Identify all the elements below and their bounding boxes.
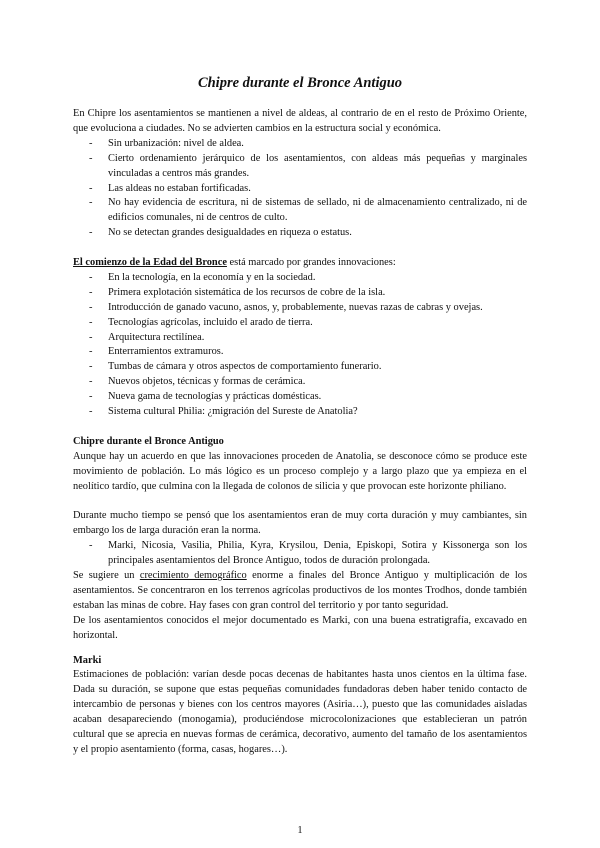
- list-item-text: No se detectan grandes desigualdades en riqueza o estatus.: [108, 227, 352, 239]
- p3-pre-text: Se sugiere un: [73, 570, 140, 582]
- section-paragraph-1: Aunque hay un acuerdo en que las innovaciones proceden de Anatolia, se desconoce cómo se produce este movimiento de población. Lo más lógico es un proceso complejo y a largo plazo que ya empieza en el neolítico tardío, que culmina con la llegada de colonos de silicia y que provocan este horizonte philiano.: [73, 450, 527, 492]
- dash-bullet: -: [89, 152, 93, 164]
- list-item: [73, 390, 527, 405]
- list-item: [73, 331, 527, 346]
- list-item: [73, 137, 527, 152]
- dash-bullet: -: [89, 376, 93, 388]
- list-item: [73, 345, 527, 360]
- list-item-text: En la tecnología, en la economía y en la sociedad.: [108, 271, 316, 283]
- settlements-list: [73, 539, 527, 569]
- list-item: [73, 301, 527, 316]
- list-item-text: Sin urbanización: nivel de aldea.: [108, 137, 244, 149]
- list-item: [73, 360, 527, 375]
- page-number: 1: [297, 825, 303, 836]
- list-item: [73, 375, 527, 390]
- list-item-text: Marki, Nicosia, Vasilia, Philia, Kyra, Krysilou, Denia, Episkopi, Sotira y Kissonerga son los principales asentamientos del Bronce Antiguo, todos de duración prolongada.: [108, 540, 527, 567]
- list-item-text: Nuevos objetos, técnicas y formas de cerámica.: [108, 376, 306, 388]
- comienzo-text: está marcado por grandes innovaciones:: [226, 257, 396, 269]
- section-paragraph-3: [73, 569, 527, 614]
- list-item-text: No hay evidencia de escritura, ni de sistemas de sellado, ni de almacenamiento centralizado, ni de edificios comunales, ni de centros de culto.: [108, 197, 527, 224]
- p3-post-text: enorme a finales del Bronce Antiguo y multiplicación de los asentamientos. Se concentraron en los terrenos agrícolas productivos de los montes Trodhos, donde también estaban las minas de cobre. Hay fases con gran control del territorio y por tanto seguridad.: [73, 570, 527, 611]
- dash-bullet: -: [89, 301, 93, 313]
- intro-paragraph: En Chipre los asentamientos se mantienen a nivel de aldeas, al contrario de en el resto de Próximo Oriente, que evoluciona a ciudades. No se advierten cambios en la estructura social y económica.: [73, 108, 527, 134]
- section-paragraph-4: De los asentamientos conocidos el mejor documentado es Marki, con una buena estratigrafía, excavado en horizontal.: [73, 614, 527, 641]
- list-item: [73, 196, 527, 226]
- list-item-text: Primera explotación sistemática de los recursos de cobre de la isla.: [108, 286, 386, 298]
- page-title: Chipre durante el Bronce Antiguo: [197, 75, 403, 91]
- dash-bullet: -: [89, 271, 93, 283]
- intro-list: [73, 137, 527, 241]
- section-paragraph-2: Durante mucho tiempo se pensó que los asentamientos eran de muy corta duración y muy cambiantes, sin embargo los de larga duración eran la norma.: [73, 510, 527, 537]
- dash-bullet: -: [89, 227, 93, 239]
- crecimiento-demografico-term: crecimiento demográfico: [139, 570, 247, 582]
- list-item-text: Las aldeas no estaban fortificadas.: [108, 182, 251, 194]
- list-item-text: Cierto ordenamiento jerárquico de los asentamientos, con aldeas más pequeñas y marginales vinculadas a centros más grandes.: [108, 152, 527, 179]
- list-item: [73, 226, 527, 241]
- dash-bullet: -: [89, 361, 93, 373]
- dash-bullet: -: [89, 391, 93, 403]
- dash-bullet: -: [89, 316, 93, 328]
- list-item: [73, 271, 527, 286]
- section-heading: Chipre durante el Bronce Antiguo: [73, 435, 224, 447]
- dash-bullet: -: [89, 286, 93, 298]
- dash-bullet: -: [89, 406, 93, 418]
- comienzo-heading: El comienzo de la Edad del Bronce: [73, 257, 227, 269]
- document-page: [73, 74, 527, 758]
- dash-bullet: -: [89, 137, 93, 149]
- list-item: [73, 286, 527, 301]
- list-item: [73, 316, 527, 331]
- list-item-text: Arquitectura rectilínea.: [108, 331, 205, 343]
- list-item-text: Enterramientos extramuros.: [108, 346, 224, 358]
- comienzo-paragraph: [73, 256, 527, 271]
- dash-bullet: -: [89, 197, 93, 209]
- list-item-text: Tumbas de cámara y otros aspectos de comportamiento funerario.: [108, 361, 382, 373]
- list-item-text: Nueva gama de tecnologías y prácticas domésticas.: [108, 391, 322, 403]
- list-item-text: Sistema cultural Philia: ¿migración del Sureste de Anatolia?: [108, 406, 358, 418]
- list-item: [73, 539, 527, 569]
- list-item: [73, 405, 527, 420]
- list-item-text: Tecnologías agrícolas, incluido el arado de tierra.: [108, 316, 313, 328]
- dash-bullet: -: [89, 346, 93, 358]
- list-item-text: Introducción de ganado vacuno, asnos, y, probablemente, nuevas razas de cabras y ovejas.: [108, 301, 483, 313]
- dash-bullet: -: [89, 182, 93, 194]
- marki-paragraph: Estimaciones de población: varían desde pocas decenas de habitantes hasta unos cientos en la última fase. Dada su duración, se supone que estas pequeñas comunidades fundadoras deben haber tenido contacto de intercambio de personas y bienes con los centros mayores (Asiria…), puesto que las comunidades aisladas acaban desapareciendo (monogamia), produciéndose microcolonizaciones que establecieran un patrón cultural que se aprecia en nuevas formas de cerámica, decorativo, aumento del tamaño de los asentamientos y el propio asentamiento (forma, casas, hogares…).: [73, 669, 527, 756]
- marki-heading: Marki: [73, 654, 102, 666]
- dash-bullet: -: [89, 331, 93, 343]
- list-item: [73, 152, 527, 182]
- dash-bullet: -: [89, 540, 93, 552]
- list-item: [73, 182, 527, 197]
- innovations-list: [73, 271, 527, 420]
